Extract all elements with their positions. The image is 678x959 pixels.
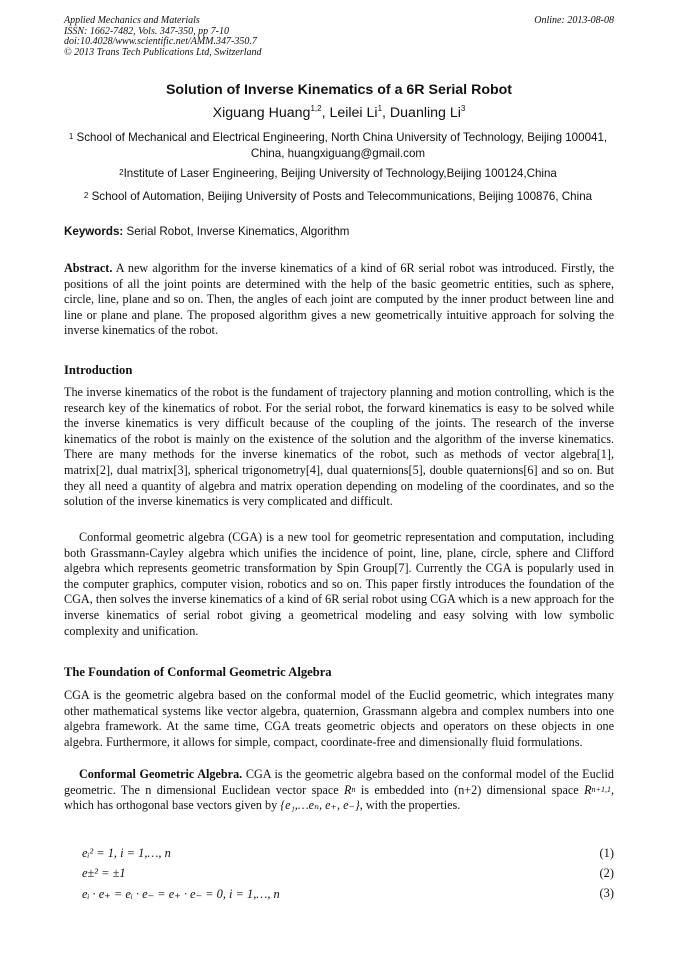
affiliation-text: School of Mechanical and Electrical Engineering, North China University of Technology, Beijing 100041, China, huangxiguang@gmail.com xyxy=(76,131,608,160)
author-separator: , xyxy=(321,105,330,121)
equation-expression: e±² = ±1 xyxy=(82,866,126,880)
author-name: Duanling Li xyxy=(389,105,461,121)
affiliation-3 xyxy=(60,189,616,205)
abstract-label: Abstract. xyxy=(64,261,113,275)
equation-1 xyxy=(82,846,614,861)
equation-number: (3) xyxy=(599,886,614,900)
keywords xyxy=(64,225,349,238)
paper-title: Solution of Inverse Kinematics of a 6R Serial Robot xyxy=(165,82,513,98)
introduction-paragraph-1: The inverse kinematics of the robot is the fundament of trajectory planning and motion controlling, which is the research key of the kinematics of robot. For the serial robot, the forward kinematics is easy to be solved while the inverse kinematics is very difficult because of the coupling of the joints. The research of the inverse kinematics of the robot is mainly on the existence of the solution and the algorithm of the inverse kinematics. There are many methods for the inverse kinematics of the robot, such as methods of vector algebra[1], matrix[2], dual matrix[3], spherical trigonometry[4], dual quaternions[5], double quaternions[6] and so on. But they all need a quantity of algebra and matrix operation depending on modeling of the coordinates, and so the solution of the inverse kinematics is very complicated and difficult. xyxy=(64,385,614,509)
math-symbol: R xyxy=(344,782,352,797)
math-superscript: n xyxy=(351,784,356,794)
issn-line: ISSN: 1662-7482, Vols. 347-350, pp 7-10 xyxy=(64,25,229,37)
paragraph-text: CGA is the geometric algebra based on the conformal model of the Euclid geometric. The n dimensional Euclidean vector space xyxy=(64,767,614,797)
equation-2 xyxy=(82,866,614,881)
author-name: Leilei Li xyxy=(329,105,378,121)
page-header xyxy=(64,16,614,58)
affiliation-mark: 2 xyxy=(119,168,124,177)
abstract-text: A new algorithm for the inverse kinematics of a kind of 6R serial robot was introduced. Firstly, the positions of all the joint points are determined with the help of the basic geometric entities, such as sphere, circle, line, plane and so on. Then, the angles of each joint are computed by the inner product between line and line or plane and plane. The proposed algorithm gives a new geometrically intuitive approach for solving the inverse kinematics of the robot. xyxy=(64,261,614,338)
author-name: Xiguang Huang xyxy=(212,105,311,121)
affiliation-mark: 1 xyxy=(68,132,74,141)
copyright-line: © 2013 Trans Tech Publications Ltd, Switzerland xyxy=(64,46,262,58)
foundation-paragraph-2 xyxy=(64,767,614,814)
journal-name: Applied Mechanics and Materials xyxy=(64,15,200,26)
keywords-label: Keywords: xyxy=(64,225,124,238)
affiliation-1 xyxy=(60,130,616,162)
paragraph-text: , with the properties. xyxy=(359,798,461,813)
paragraph-text: , which has orthogonal base vectors given by xyxy=(64,782,614,813)
author-affiliation-mark: 1 xyxy=(377,104,383,113)
math-basis-set: {e₁,…eₙ, e₊, e₋} xyxy=(280,798,360,813)
paragraph-text: is embedded into (n+2) dimensional space xyxy=(360,782,579,797)
affiliation-text: Institute of Laser Engineering, Beijing University of Technology,Beijing 100124,China xyxy=(123,167,557,180)
math-rn11 xyxy=(584,783,611,797)
section-heading-foundation: The Foundation of Conformal Geometric Algebra xyxy=(64,665,332,679)
abstract xyxy=(64,261,614,339)
equation-expression: eᵢ² = 1, i = 1,…, n xyxy=(82,846,171,860)
subsection-label: Conformal Geometric Algebra. xyxy=(79,767,243,781)
doi-line: doi:10.4028/www.scientific.net/AMM.347-350.7 xyxy=(64,36,257,48)
section-heading-introduction: Introduction xyxy=(64,363,133,377)
keywords-text: Serial Robot, Inverse Kinematics, Algorithm xyxy=(126,225,350,238)
author-separator: , xyxy=(382,105,390,121)
affiliation-mark: 2 xyxy=(83,191,89,200)
equation-number: (2) xyxy=(599,866,614,880)
author-affiliation-mark: 3 xyxy=(460,104,466,113)
online-date: Online: 2013-08-08 xyxy=(534,15,614,26)
foundation-paragraph-1: CGA is the geometric algebra based on the conformal model of the Euclid geometric, which integrates many other mathematical systems like vector algebra, quaternion, Grassmann algebra and complex numbers into one algebra framework. At the same time, CGA treats geometric objects and operators on these objects in one algebra. Furthermore, it allows for simple, compact, coordinate-free and dimensionally fluid formulations. xyxy=(64,688,614,749)
math-rn xyxy=(344,783,355,797)
math-superscript: n+1,1 xyxy=(591,784,611,794)
introduction-paragraph-2: Conformal geometric algebra (CGA) is a new tool for geometric representation and computation, including both Grassmann-Cayley algebra which unifies the incidence of point, line, plane, circle, sphere and Clifford algebra which represents geometric transformation by Spin Group[7]. Currently the CGA is popularly used in the computer graphics, computer vision, robotics and so on. This paper firstly introduces the foundation of the CGA, then solves the inverse kinematics of a kind of 6R serial robot using CGA which is a new approach for the inverse kinematics of serial robot giving a geometrical modeling and easy solving with low symbolic complexity and unification. xyxy=(64,530,614,638)
math-symbol: R xyxy=(584,782,592,797)
affiliation-2 xyxy=(60,166,616,182)
equation-expression: eᵢ · e₊ = eᵢ · e₋ = e₊ · e₋ = 0, i = 1,…, n xyxy=(82,887,280,901)
author-affiliation-mark: 1,2 xyxy=(310,104,322,113)
author-list xyxy=(0,105,678,121)
equation-3 xyxy=(82,886,614,902)
equation-number: (1) xyxy=(599,846,614,860)
affiliation-text: School of Automation, Beijing University of Posts and Telecommunications, Beijing 100876, China xyxy=(91,190,593,203)
